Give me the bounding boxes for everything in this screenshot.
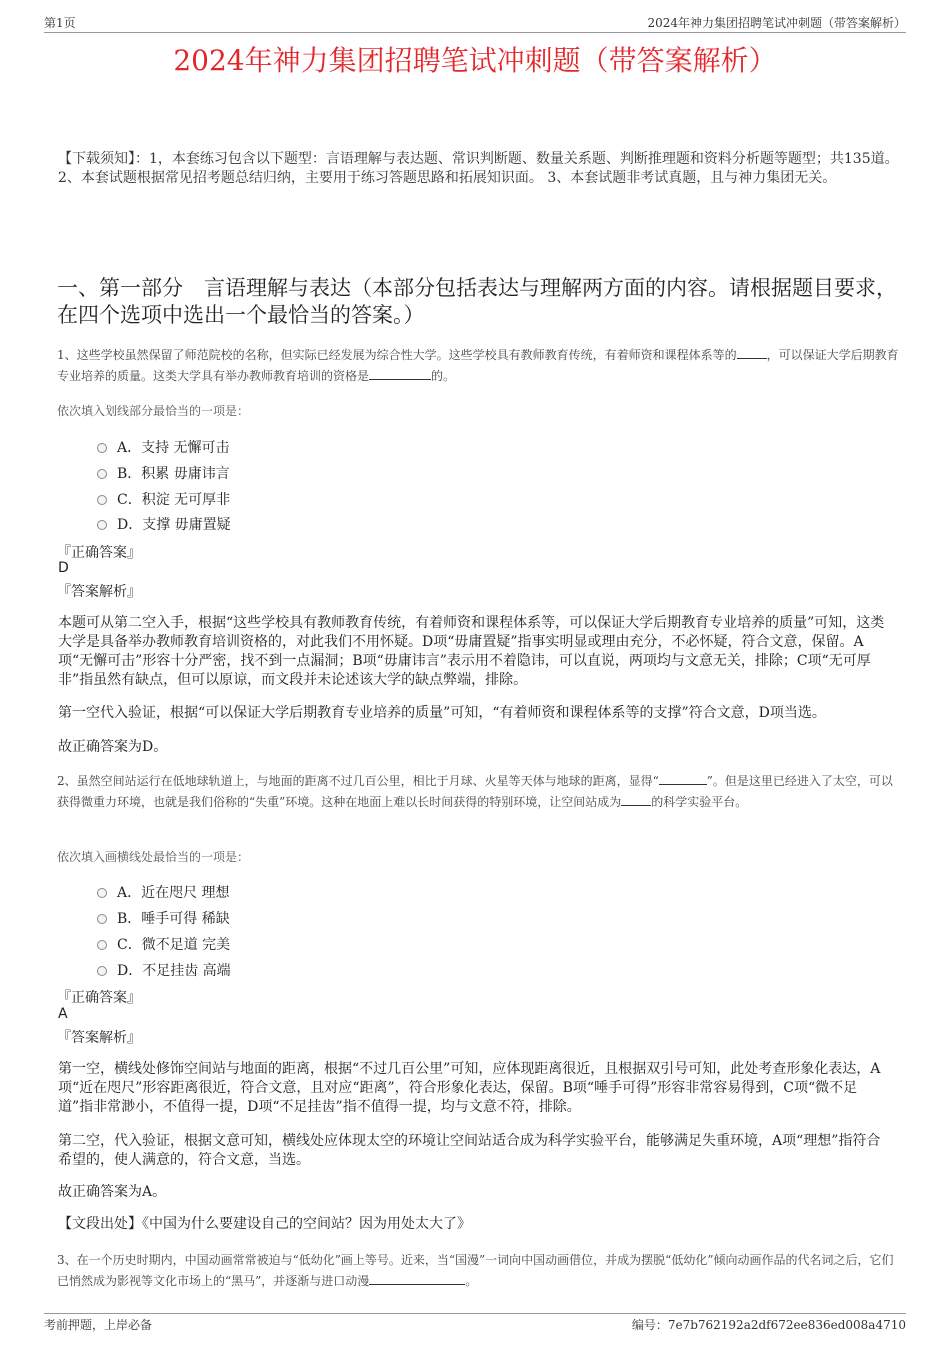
q1-option-a[interactable]: A．支持 无懈可击: [97, 437, 230, 457]
q1-option-b[interactable]: B．积累 毋庸讳言: [97, 463, 230, 483]
radio-icon[interactable]: [97, 520, 107, 530]
page-number: 第1页: [44, 16, 76, 30]
radio-icon[interactable]: [97, 966, 107, 976]
radio-icon[interactable]: [97, 914, 107, 924]
section-heading: 一、第一部分 言语理解与表达（本部分包括表达与理解两方面的内容。请根据题目要求，在四个选项中选出一个最恰当的答案。）: [57, 276, 897, 327]
q1-option-c[interactable]: C．积淀 无可厚非: [97, 489, 230, 509]
page-header: [44, 14, 906, 33]
question-1-text: 1、这些学校虽然保留了师范院校的名称，但实际已经发展为综合性大学。这些学校具有教师教育传统，有着师资和课程体系等的 ，可以保证大学后期教育专业培养的质量。这类大学具有举办教师教育培训的资格是 的。: [57, 348, 899, 383]
q2-option-a[interactable]: A．近在咫尺 理想: [97, 882, 230, 902]
radio-icon[interactable]: [97, 495, 107, 505]
q1-analysis-para-2: 第一空代入验证，根据“可以保证大学后期教育专业培养的质量”可知，“有着师资和课程体系等的支撑”符合文意，D项当选。: [58, 705, 826, 721]
question-2-prompt: 依次填入画横线处最恰当的一项是：: [57, 850, 250, 864]
radio-icon[interactable]: [97, 469, 107, 479]
footer-code: 编号：7e7b762192a2df672ee836ed008a4710: [631, 1318, 906, 1332]
q2-answer: A: [58, 1006, 68, 1022]
question-3-text: 3、在一个历史时期内，中国动画常常被迫与“低幼化”画上等号。近来，当“国漫”一词向中国动画借位，并成为摆脱“低幼化”倾向动画作品的代名词之后，它们已悄然成为影视等文化市场上的“黑马”，并逐渐与进口动漫 。: [57, 1253, 894, 1288]
page-footer: [44, 1313, 906, 1334]
q2-analysis-para-2: 第二空，代入验证，根据文意可知，横线处应体现太空的环境让空间站适合成为科学实验平台，能够满足失重环境，A项“理想”指符合希望的，使人满意的，符合文意，当选。: [58, 1133, 881, 1168]
q1-analysis-para-1: 本题可从第二空入手，根据“这些学校具有教师教育传统，有着师资和课程体系等，可以保证大学后期教育专业培养的质量”可知，这类大学是具备举办教师教育培训资格的，对此我们不用怀疑。D项“毋庸置疑”指事实明显或理由充分，不必怀疑，符合文意，保留。A项“无懈可击”形容十分严密，找不到一点漏洞；B项“毋庸讳言”表示用不着隐讳，可以直说，两项均与文意无关，排除；C项“无可厚非”指虽然有缺点，但可以原谅，而文段并未论述该大学的缺点弊端，排除。: [58, 615, 885, 688]
q2-analysis-para-3: 故正确答案为A。: [58, 1184, 167, 1200]
q2-analysis-para-1: 第一空，横线处修饰空间站与地面的距离，根据“不过几百公里”可知，应体现距离很近，且根据双引号可知，此处考查形象化表达，A项“近在咫尺”形容距离很近，符合文意，且对应“距离”，符合形象化表达，保留。B项“唾手可得”形容非常容易得到，C项“微不足道”指非常渺小，不值得一提，D项“不足挂齿”指不值得一提，均与文意不符，排除。: [58, 1061, 881, 1115]
download-notice: 【下载须知】：1，本套练习包含以下题型：言语理解与表达题、常识判断题、数量关系题、判断推理题和资料分析题等题型；共135道。 2、本套试题根据常见招考题总结归纳，主要用于练习答题思路和拓展知识面。 3、本套试题非考试真题，且与神力集团无关。: [58, 151, 899, 186]
q1-analysis-para-3: 故正确答案为D。: [58, 739, 168, 755]
question-1-prompt: 依次填入划线部分最恰当的一项是：: [57, 404, 250, 418]
q1-option-d[interactable]: D．支撑 毋庸置疑: [97, 514, 231, 534]
question-2-text: 2、虽然空间站运行在低地球轨道上，与地面的距离不过几百公里，相比于月球、火星等天体与地球的距离，显得“ ”。但是这里已经进入了太空，可以获得微重力环境，也就是我们俗称的“失重”环境。这种在地面上难以长时间获得的特别环境，让空间站成为 的科学实验平台。: [57, 774, 893, 809]
footer-slogan: 考前押题，上岸必备: [44, 1318, 153, 1332]
q1-answer: D: [58, 560, 69, 576]
q1-analysis-label: 『答案解析』: [57, 584, 141, 600]
document-title: 2024年神力集团招聘笔试冲刺题（带答案解析）: [173, 44, 777, 77]
q2-option-b[interactable]: B．唾手可得 稀缺: [97, 908, 230, 928]
q2-option-c[interactable]: C．微不足道 完美: [97, 934, 230, 954]
q2-analysis-label: 『答案解析』: [57, 1030, 141, 1046]
radio-icon[interactable]: [97, 940, 107, 950]
radio-icon[interactable]: [97, 888, 107, 898]
header-doc-title: 2024年神力集团招聘笔试冲刺题（带答案解析）: [647, 16, 906, 30]
radio-icon[interactable]: [97, 443, 107, 453]
q1-answer-label: 『正确答案』: [57, 545, 141, 561]
q2-answer-label: 『正确答案』: [57, 990, 141, 1006]
q2-option-d[interactable]: D．不足挂齿 高端: [97, 960, 231, 980]
q2-source: 【文段出处】《中国为什么要建设自己的空间站？因为用处太大了》: [58, 1216, 471, 1232]
